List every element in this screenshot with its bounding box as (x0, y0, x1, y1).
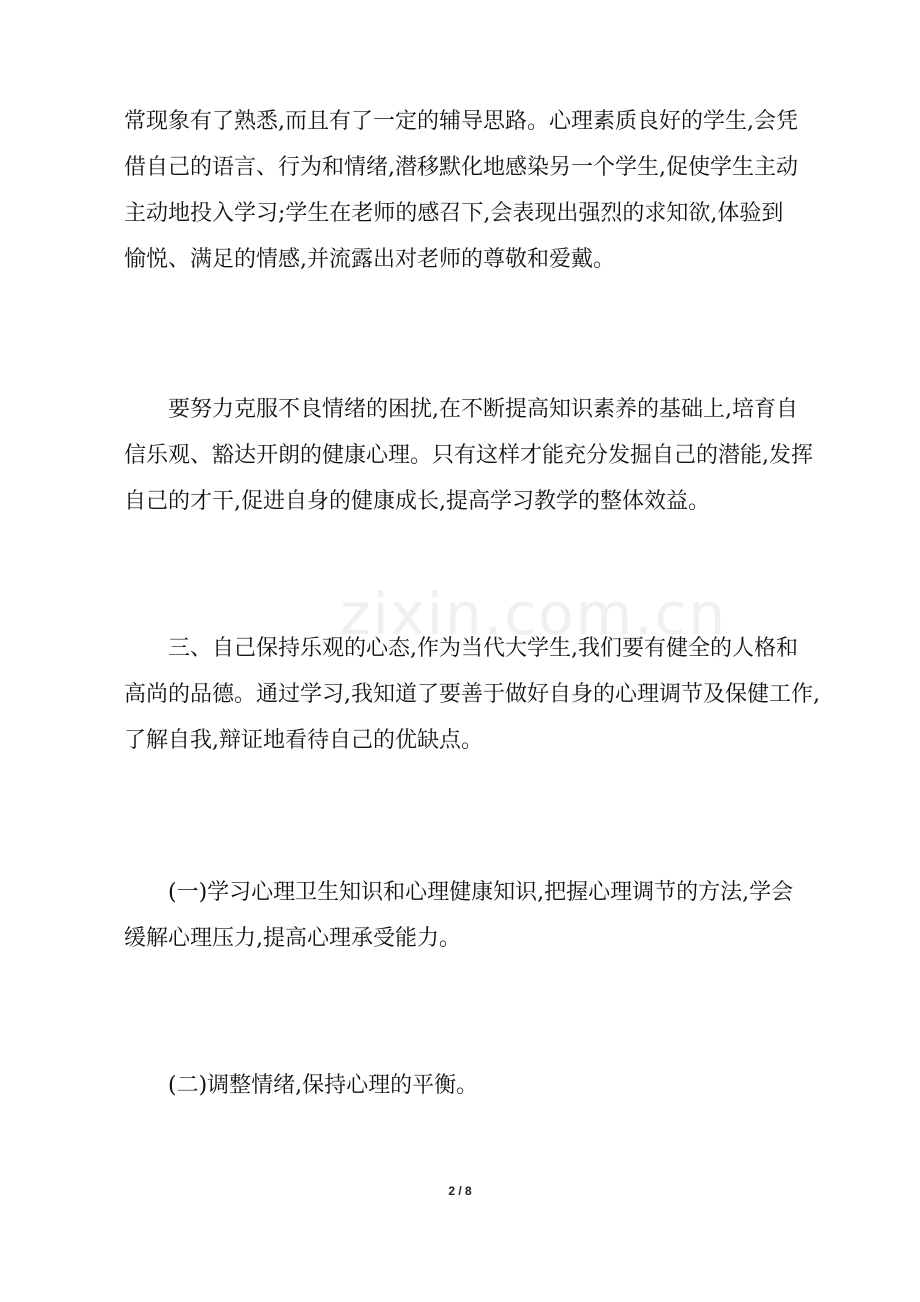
paragraph-line: 主动地投入学习;学生在老师的感召下,会表现出强烈的求知欲,体验到 (124, 201, 784, 226)
paragraph-3 (124, 626, 820, 764)
paragraph-line: 借自己的语言、行为和情绪,潜移默化地感染另一个学生,促使学生主动 (124, 155, 798, 180)
paragraph-line: 了解自我,辩证地看待自己的优缺点。 (124, 728, 483, 753)
paragraph-line: 常现象有了熟悉,而且有了一定的辅导思路。心理素质良好的学生,会凭 (124, 109, 798, 134)
paragraph-line: (一)学习心理卫生知识和心理健康知识,把握心理调节的方法,学会 (168, 880, 794, 905)
paragraph-line: (二)调整情绪,保持心理的平衡。 (168, 1073, 479, 1098)
paragraph-line: 高尚的品德。通过学习,我知道了要善于做好自身的心理调节及保健工作, (124, 682, 820, 707)
paragraph-line: 要努力克服不良情绪的困扰,在不断提高知识素养的基础上,培育自 (168, 397, 798, 422)
paragraph-line: 缓解心理压力,提高心理承受能力。 (124, 926, 461, 951)
paragraph-5 (124, 1063, 800, 1109)
paragraph-2 (124, 387, 813, 525)
page-number: 2 / 8 (448, 1184, 472, 1198)
paragraph-4 (124, 870, 800, 962)
paragraph-line: 愉悦、满足的情感,并流露出对老师的尊敬和爱戴。 (124, 247, 615, 272)
paragraph-line: 自己的才干,促进自身的健康成长,提高学习教学的整体效益。 (124, 489, 710, 514)
paragraph-line: 信乐观、豁达开朗的健康心理。只有这样才能充分发掘自己的潜能,发挥 (124, 443, 813, 468)
paragraph-line: 三、自己保持乐观的心态,作为当代大学生,我们要有健全的人格和 (168, 636, 798, 661)
watermark: zixin.com.cn (340, 580, 728, 648)
paragraph-1 (124, 99, 800, 283)
